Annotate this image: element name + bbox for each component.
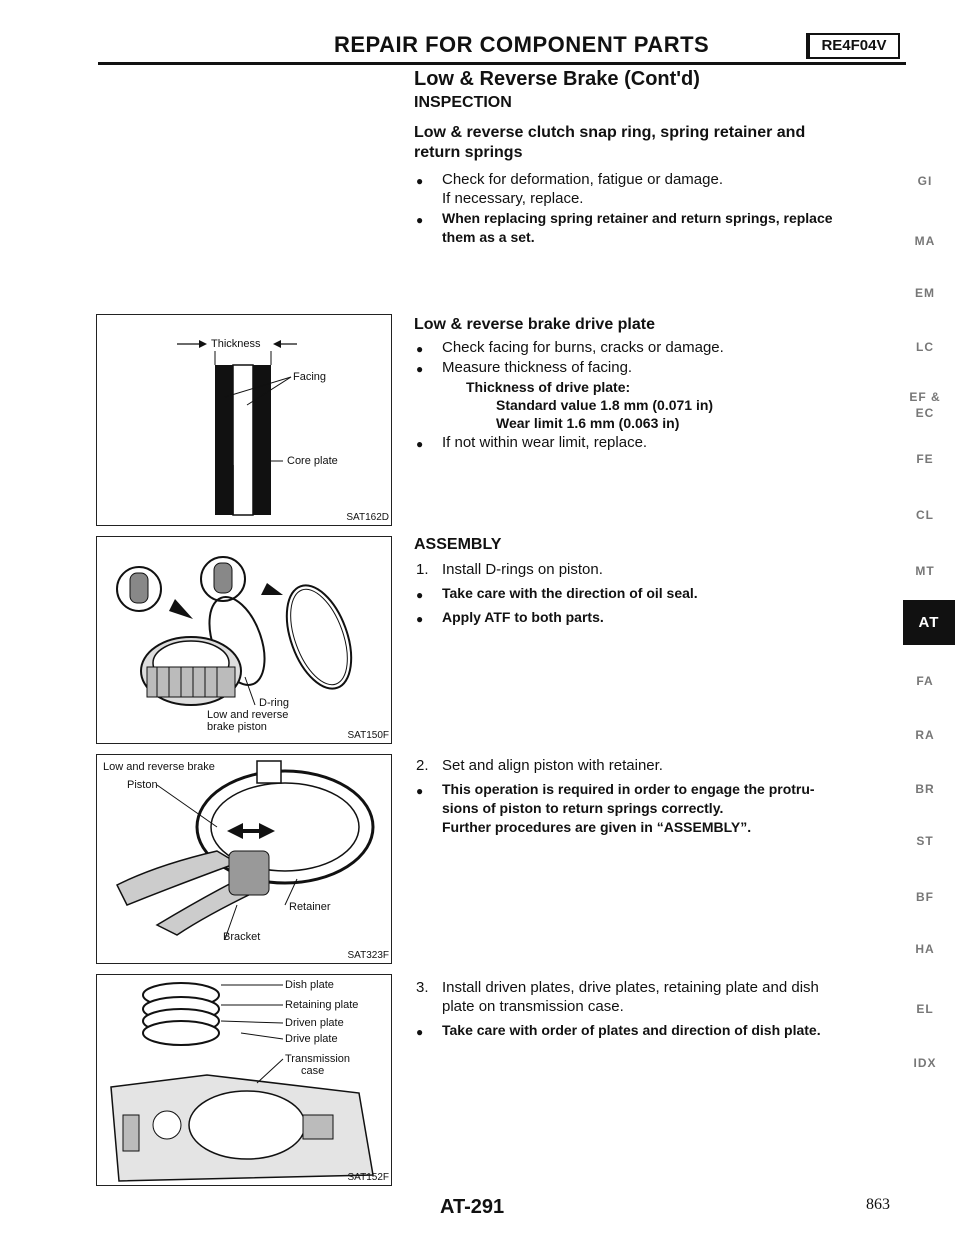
bullet-icon: ● [416, 612, 424, 626]
inspection-bullet1-line1: Check for deformation, fatigue or damage. [442, 171, 723, 188]
inspection-bullet2-line2: them as a set. [442, 229, 535, 245]
tab-ra[interactable]: RA [915, 728, 935, 742]
label-piston: Piston [127, 779, 158, 791]
label-core-plate: Core plate [287, 455, 338, 467]
inspection-bullet1-line2: If necessary, replace. [442, 190, 584, 207]
page-header-title: REPAIR FOR COMPONENT PARTS [334, 32, 710, 57]
footer-section-code: AT-291 [440, 1196, 505, 1218]
tab-mt[interactable]: MT [915, 564, 935, 578]
tab-el[interactable]: EL [916, 1002, 934, 1016]
bullet-icon: ● [416, 784, 424, 798]
label-retaining-plate: Retaining plate [285, 999, 359, 1011]
figure-code: SAT323F [347, 950, 389, 961]
drive-plate-bullet1: Check facing for burns, cracks or damage. [442, 339, 724, 356]
label-facing: Facing [293, 371, 327, 383]
inspection-heading: INSPECTION [414, 94, 512, 111]
figure-d-ring-install [96, 536, 392, 744]
tab-fe[interactable]: FE [916, 452, 934, 466]
bullet-icon: ● [416, 1025, 424, 1039]
spec-title: Thickness of drive plate: [466, 379, 631, 395]
assembly-step1-bullet2: Apply ATF to both parts. [442, 609, 604, 625]
tab-at-active[interactable]: AT [903, 600, 955, 645]
tab-idx[interactable]: IDX [913, 1056, 937, 1070]
tab-bf[interactable]: BF [916, 890, 934, 904]
figure-code: SAT152F [347, 1172, 389, 1183]
snap-ring-heading-line2: return springs [414, 144, 523, 161]
step-number: 3. [416, 979, 429, 996]
bullet-icon: ● [416, 588, 424, 602]
drive-plate-heading: Low & reverse brake drive plate [414, 316, 655, 333]
tab-cl[interactable]: CL [916, 508, 934, 522]
assembly-step2-bullet-line2: sions of piston to return springs correctly. [442, 800, 724, 816]
figure-piston-retainer [96, 754, 392, 964]
assembly-step3-line2: plate on transmission case. [442, 998, 624, 1015]
spec-wear-limit: Wear limit 1.6 mm (0.063 in) [496, 415, 680, 431]
step-number: 1. [416, 561, 429, 578]
tab-lc[interactable]: LC [916, 340, 934, 354]
tab-gi[interactable]: GI [917, 174, 933, 188]
model-badge: RE4F04V [806, 33, 900, 59]
label-low-reverse-brake: Low and reverse brake [103, 761, 215, 773]
assembly-step2-bullet-line1: This operation is required in order to engage the protru- [442, 781, 815, 797]
assembly-step2: Set and align piston with retainer. [442, 757, 663, 774]
spec-standard: Standard value 1.8 mm (0.071 in) [496, 397, 714, 413]
label-drive-plate: Drive plate [285, 1033, 338, 1045]
assembly-step1: Install D-rings on piston. [442, 561, 603, 578]
bullet-icon: ● [416, 213, 424, 227]
tab-em[interactable]: EM [915, 286, 935, 300]
label-d-ring: D-ring [259, 697, 289, 709]
bullet-icon: ● [416, 362, 424, 376]
label-retainer: Retainer [289, 901, 331, 913]
drive-plate-bullet2: Measure thickness of facing. [442, 359, 633, 376]
inspection-bullet2-line1: When replacing spring retainer and return springs, replace [442, 210, 833, 226]
header-rule [98, 62, 906, 65]
assembly-step2-bullet-line3: Further procedures are given in “ASSEMBLY”. [442, 819, 752, 835]
tab-br[interactable]: BR [915, 782, 935, 796]
label-driven-plate: Driven plate [285, 1017, 344, 1029]
figure-code: SAT162D [346, 512, 389, 523]
snap-ring-heading-line1: Low & reverse clutch snap ring, spring retainer and [414, 124, 806, 141]
bullet-icon: ● [416, 174, 424, 188]
figure-code: SAT150F [347, 730, 389, 741]
tab-ef-ec-line1[interactable]: EF & [909, 390, 941, 404]
label-transmission-case-line2: case [301, 1065, 325, 1077]
bullet-icon: ● [416, 437, 424, 451]
tab-fa[interactable]: FA [916, 674, 934, 688]
assembly-heading: ASSEMBLY [414, 536, 502, 553]
tab-ha[interactable]: HA [915, 942, 935, 956]
figure-drive-plate-thickness [96, 314, 392, 526]
bullet-icon: ● [416, 342, 424, 356]
label-thickness: Thickness [211, 338, 261, 350]
label-bracket: Bracket [223, 931, 261, 943]
label-piston-line1: Low and reverse [207, 709, 289, 721]
label-dish-plate: Dish plate [285, 979, 334, 991]
tab-st[interactable]: ST [916, 834, 934, 848]
drive-plate-bullet3: If not within wear limit, replace. [442, 434, 648, 451]
assembly-step3-bullet: Take care with order of plates and direction of dish plate. [442, 1022, 821, 1038]
label-transmission-case-line1: Transmission [285, 1053, 350, 1065]
assembly-step3-line1: Install driven plates, drive plates, retaining plate and dish [442, 979, 819, 996]
figure-plates-transmission-case [96, 974, 392, 1186]
page-number: 863 [866, 1196, 890, 1213]
label-piston-line2: brake piston [207, 721, 267, 733]
tab-ma[interactable]: MA [914, 234, 936, 248]
assembly-step1-bullet1: Take care with the direction of oil seal. [442, 585, 698, 601]
step-number: 2. [416, 757, 429, 774]
section-title: Low & Reverse Brake (Cont'd) [414, 68, 700, 90]
tab-ef-ec-line2[interactable]: EC [915, 406, 935, 420]
